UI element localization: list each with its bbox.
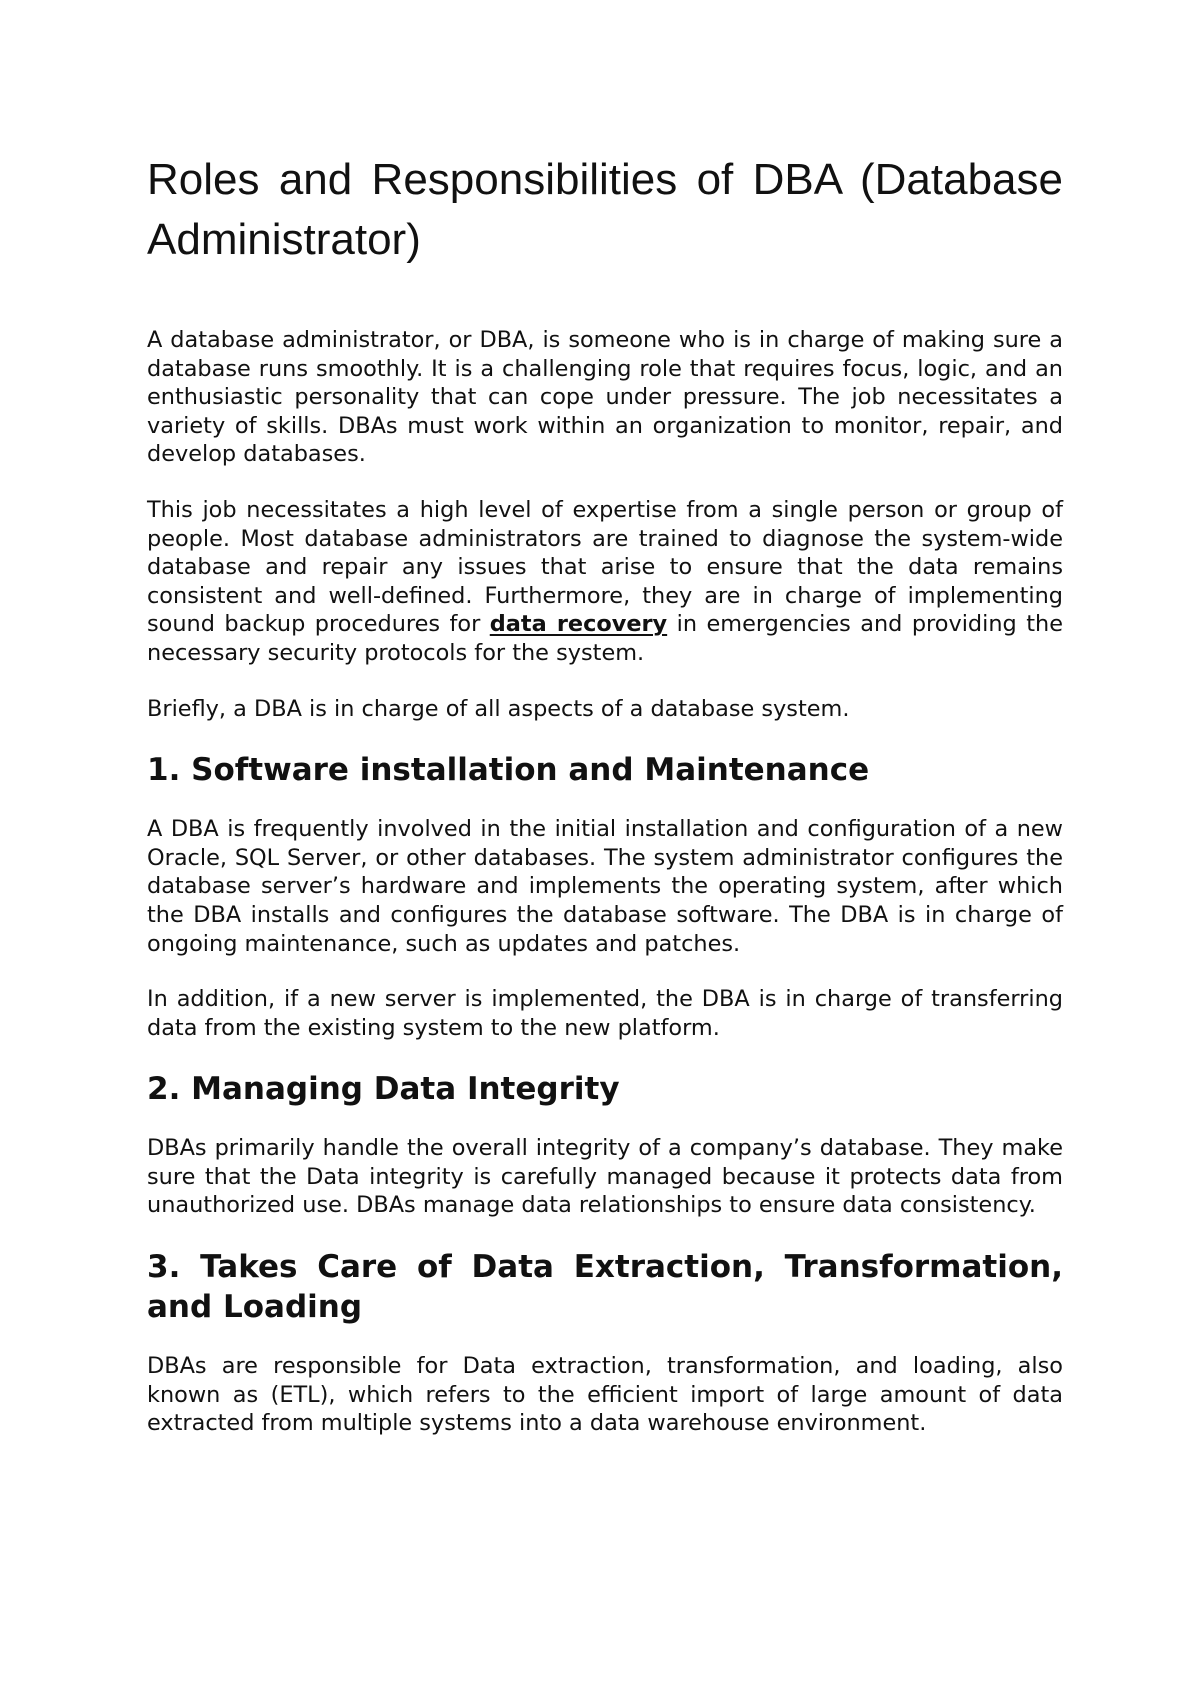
intro-paragraph-with-link bbox=[147, 496, 1063, 668]
data-recovery-link[interactable]: data recovery bbox=[489, 611, 668, 638]
paragraph-text: This job necessitates a high level of expertise from a single person or group of people. Most database administrators are trained to diagnose the system-wide database and repair any issues that arise to ensure that the data remains consistent and well-defined. Furthermore, they are in charge of implementing sound backup procedures for bbox=[147, 496, 1063, 638]
section-paragraph: DBAs primarily handle the overall integrity of a company’s database. They make sure that the Data integrity is carefully managed because it protects data from unauthorized use. DBAs manage data relationships to ensure data consistency. bbox=[147, 1135, 1063, 1219]
section-paragraph: A DBA is frequently involved in the initial installation and configuration of a new Oracle, SQL Server, or other databases. The system administrator configures the database server’s hardware and implements the operating system, after which the DBA installs and configures the database software. The DBA is in charge of ongoing maintenance, such as updates and patches. bbox=[147, 816, 1063, 957]
section-paragraph: In addition, if a new server is implemented, the DBA is in charge of transferring data from the existing system to the new platform. bbox=[147, 986, 1063, 1041]
section-heading-etl: 3. Takes Care of Data Extraction, Transformation, and Loading bbox=[147, 1249, 1063, 1326]
intro-paragraph: A database administrator, or DBA, is someone who is in charge of making sure a database runs smoothly. It is a challenging role that requires focus, logic, and an enthusiastic personality that can cope under pressure. The job necessitates a variety of skills. DBAs must work within an organization to monitor, repair, and develop databases. bbox=[147, 327, 1063, 468]
document-title: Roles and Responsibilities of DBA (Database Administrator) bbox=[147, 155, 1063, 264]
section-heading-data-integrity: 2. Managing Data Integrity bbox=[147, 1071, 620, 1108]
summary-paragraph: Briefly, a DBA is in charge of all aspects of a database system. bbox=[147, 695, 850, 722]
section-paragraph: DBAs are responsible for Data extraction, transformation, and loading, also known as (ETL), which refers to the efficient import of large amount of data extracted from multiple systems into a data warehouse environment. bbox=[147, 1353, 1063, 1437]
paragraph-text: in emergencies and providing the necessary security protocols for the system. bbox=[147, 611, 1063, 666]
section-heading-software-installation: 1. Software installation and Maintenance bbox=[147, 752, 870, 789]
document-page bbox=[147, 150, 1063, 1465]
